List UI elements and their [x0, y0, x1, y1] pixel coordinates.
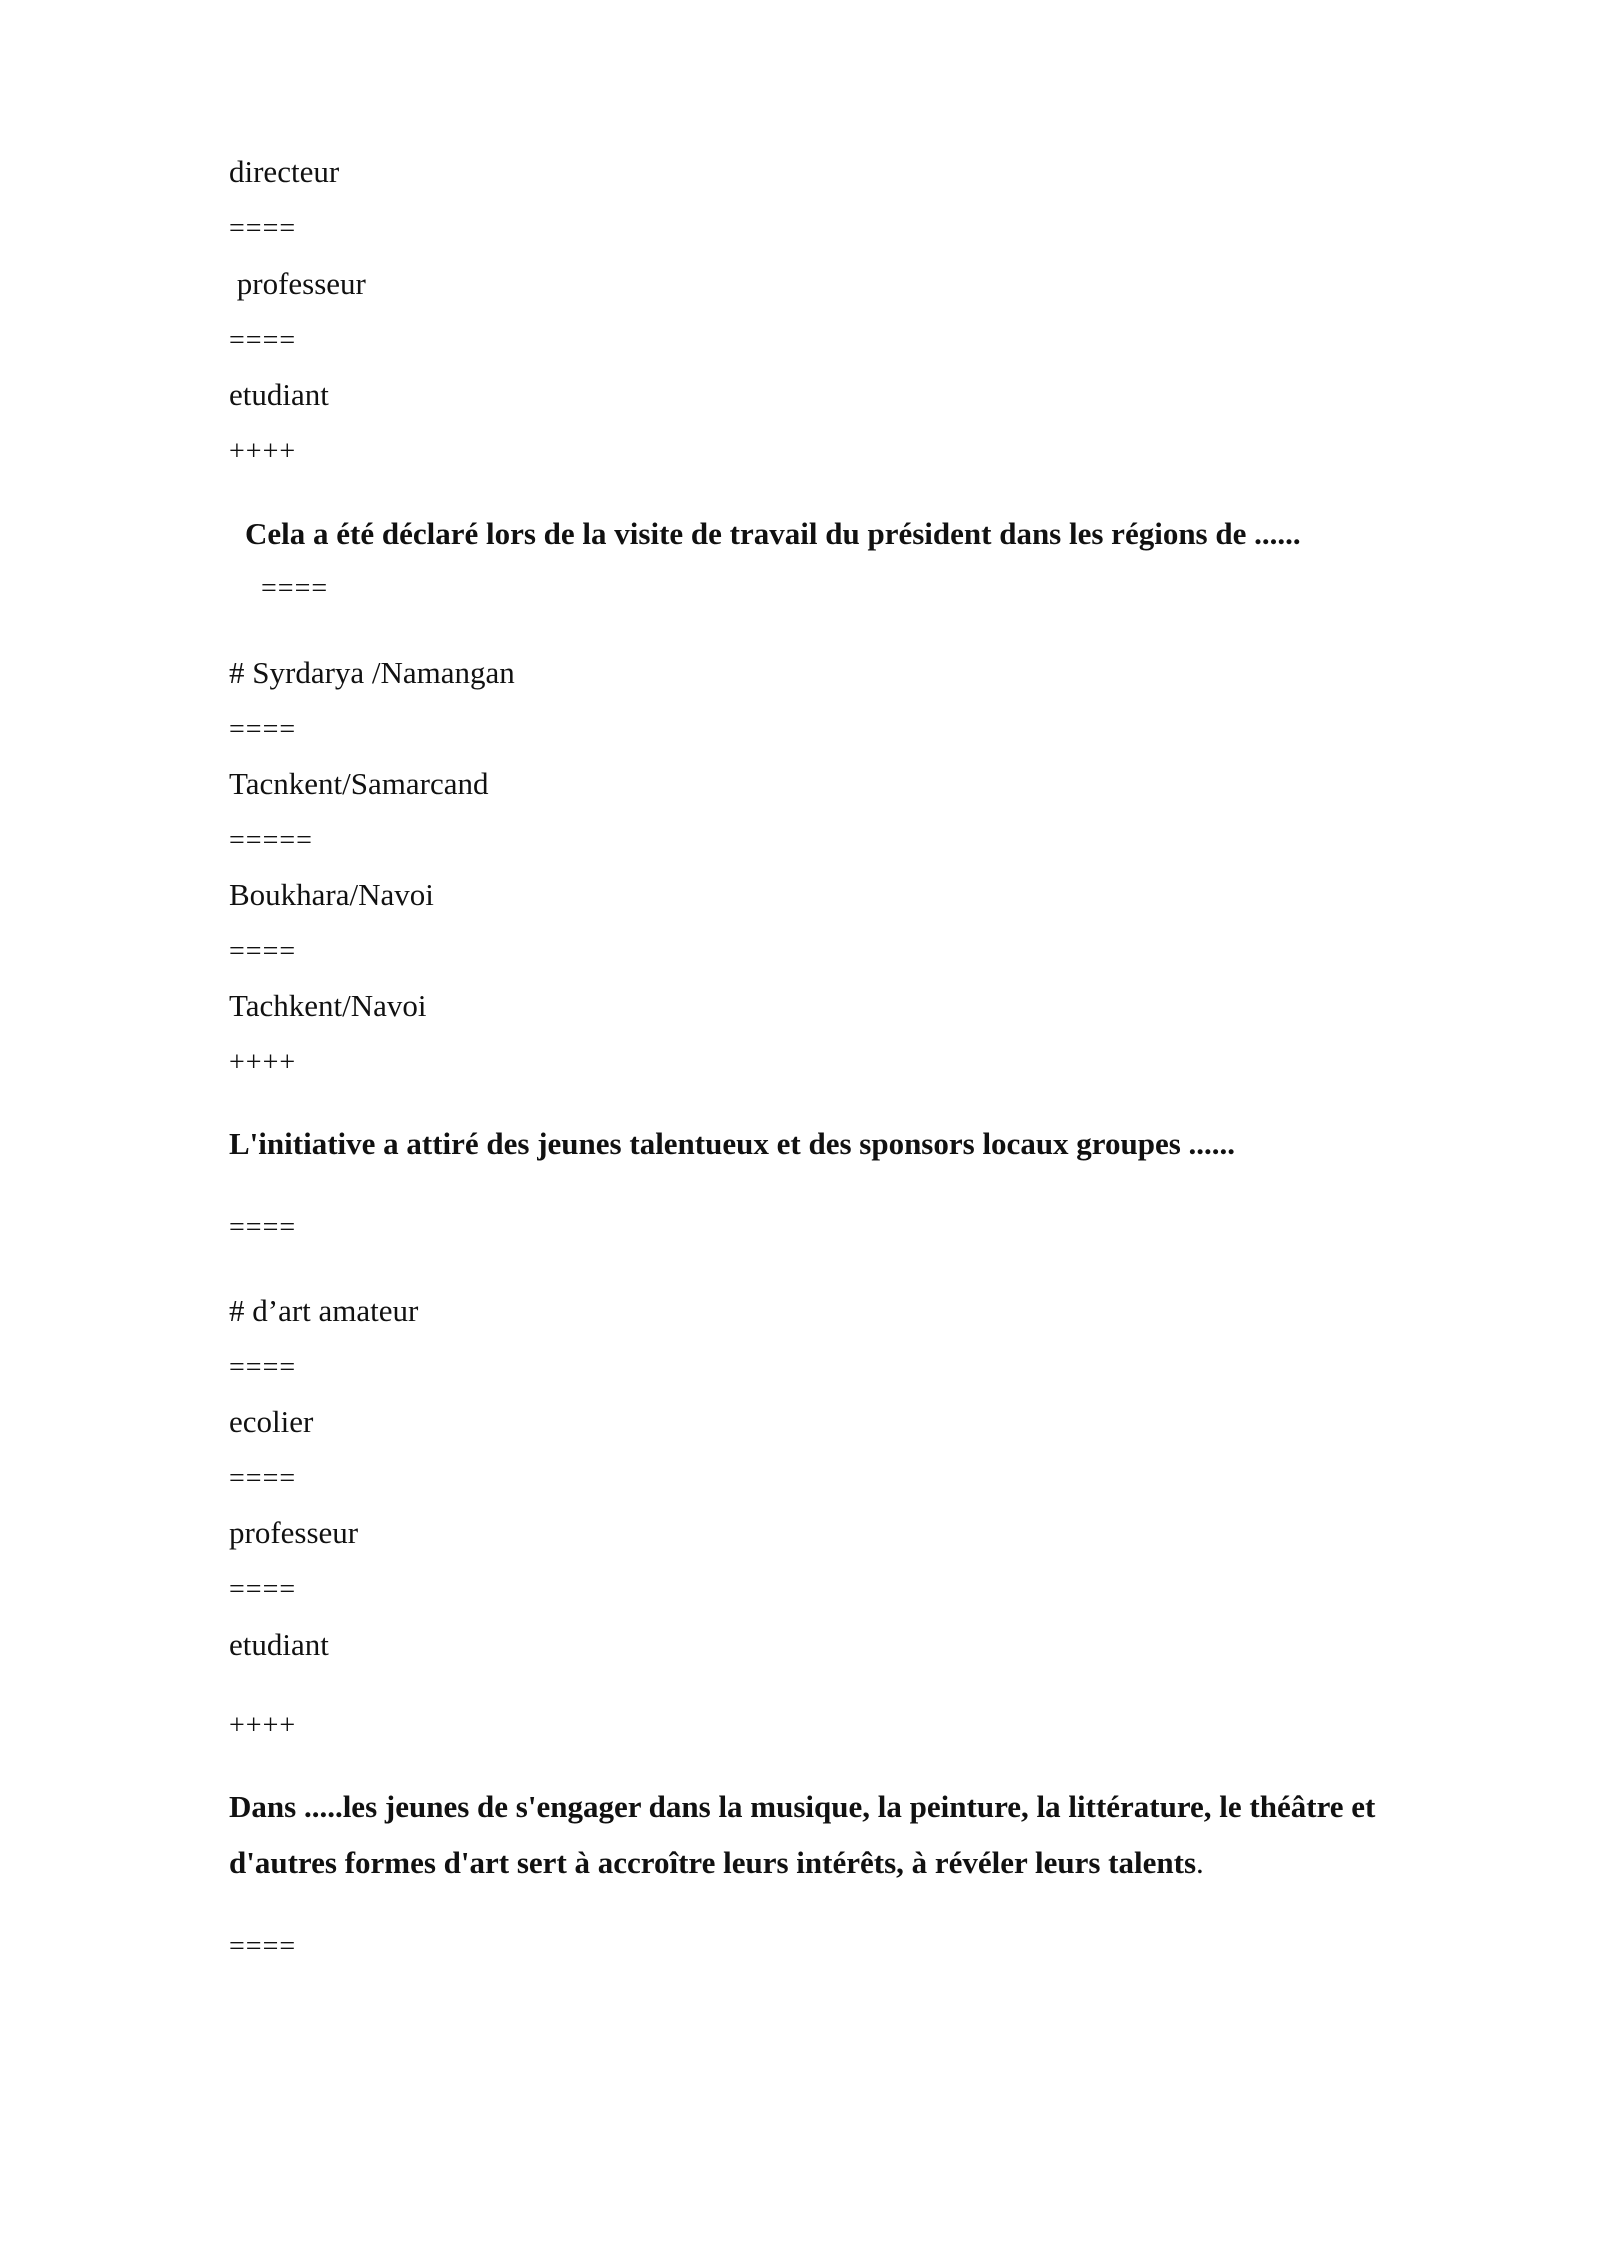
end-marker: ++++: [229, 1047, 297, 1078]
option-text: etudiant: [229, 377, 329, 412]
separator: ====: [229, 936, 297, 967]
separator: ====: [261, 573, 329, 604]
option-text: Tacnkent/Samarcand: [229, 766, 489, 801]
option-text: ecolier: [229, 1404, 314, 1439]
question-text: Cela a été déclaré lors de la visite de travail du président dans les régions de ......: [245, 516, 1301, 551]
separator: ====: [229, 1463, 297, 1494]
question-text: L'initiative a attiré des jeunes talentueux et des sponsors locaux groupes ......: [229, 1126, 1236, 1161]
option-text: directeur: [229, 154, 340, 189]
end-marker: ++++: [229, 1710, 297, 1741]
correct-option-text: # Syrdarya /Namangan: [229, 655, 515, 690]
separator: ====: [229, 1574, 297, 1605]
separator: ====: [229, 1212, 297, 1243]
question-paragraph: [229, 1779, 1439, 1891]
option-text: professeur: [229, 1515, 359, 1550]
separator: ====: [229, 325, 297, 356]
correct-option-text: # d’art amateur: [229, 1293, 419, 1328]
option-text: professeur: [229, 266, 366, 301]
separator: ====: [229, 714, 297, 745]
separator: ====: [229, 1931, 297, 1962]
separator: ====: [229, 213, 297, 244]
question-text: Dans .....les jeunes de s'engager dans la musique, la peinture, la littérature, le théâtre et d'autres formes d'art sert à accroître leurs intérêts, à révéler leurs talents: [229, 1789, 1376, 1880]
option-text: Tachkent/Navoi: [229, 988, 427, 1023]
separator: ====: [229, 1352, 297, 1383]
option-text: Boukhara/Navoi: [229, 877, 434, 912]
question-period: .: [1196, 1845, 1204, 1880]
option-text: etudiant: [229, 1627, 329, 1662]
end-marker: ++++: [229, 436, 297, 467]
separator: =====: [229, 825, 313, 856]
